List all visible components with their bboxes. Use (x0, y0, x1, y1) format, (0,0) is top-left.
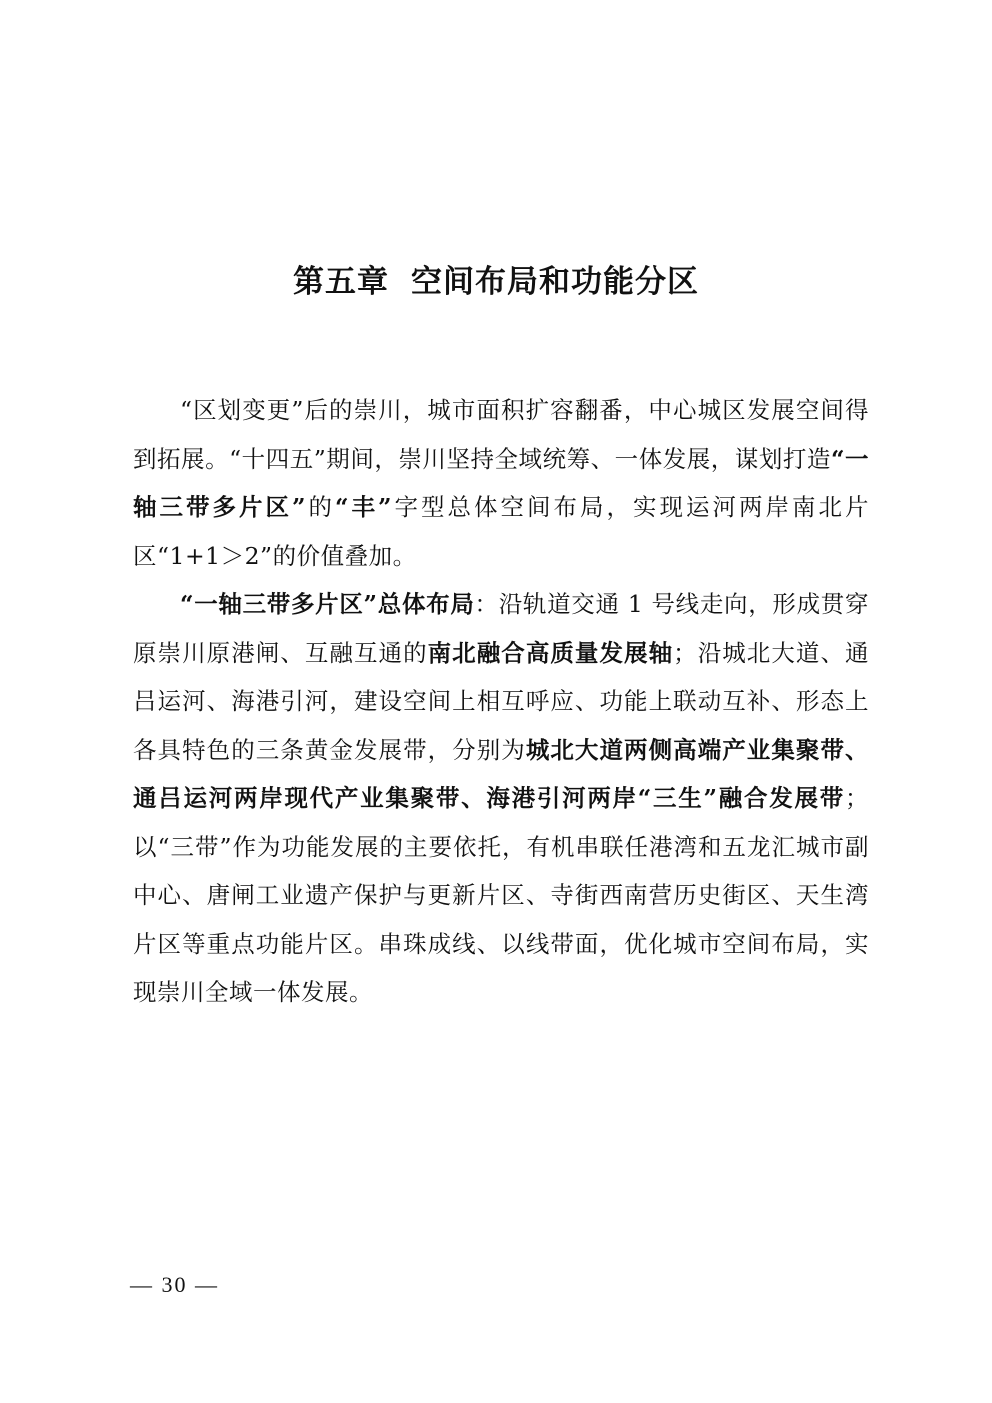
chapter-heading: 空间布局和功能分区 (411, 264, 699, 300)
p2-bold-belts: 城北大道两侧高端产业集聚带、通吕运河两岸现代产业集聚带、海港引河两岸“三生”融合发展带 (133, 735, 870, 812)
p1-text-a: “区划变更”后的崇川，城市面积扩容翻番，中心城区发展空间得到拓展。“十四五”期间，崇川坚持全域统筹、一体发展，谋划打造 (133, 396, 869, 473)
p2-text-d: ；沿城北大道、通吕运河、海港引河，建设空间上相互呼应、功能上联动互补、形态上各具特色的三条黄金发展带，分别为 (133, 638, 870, 764)
p1-text-c: 的 (306, 493, 336, 521)
p1-bold-feng: “丰” (335, 493, 393, 521)
paragraph-2 (133, 580, 869, 1017)
p1-text-e: 字型总体空间布局，实现运河两岸南北片区“1+1＞2”的价值叠加。 (133, 493, 869, 570)
chapter-title (0, 256, 992, 301)
p2-bold-layout-title: “一轴三带多片区”总体布局 (180, 590, 475, 618)
body-text (133, 386, 869, 1017)
p1-bold-layout-name: “一轴三带多片区” (133, 444, 869, 521)
paragraph-1 (133, 386, 869, 580)
page-number: — 30 — (130, 1272, 219, 1297)
p2-text-f: ；以“三带”作为功能发展的主要依托，有机串联任港湾和五龙汇城市副中心、唐闸工业遗产保护与更新片区、寺街西南营历史街区、天生湾片区等重点功能片区。串珠成线、以线带面，优化城市空间布局，实现崇川全域一体发展。 (133, 784, 869, 1006)
chapter-number: 第五章 (293, 264, 389, 300)
p2-bold-axis: 南北融合高质量发展轴 (427, 638, 674, 667)
p2-text-b: ：沿轨道交通 1 号线走向，形成贯穿原崇川原港闸、互融互通的 (133, 590, 869, 667)
